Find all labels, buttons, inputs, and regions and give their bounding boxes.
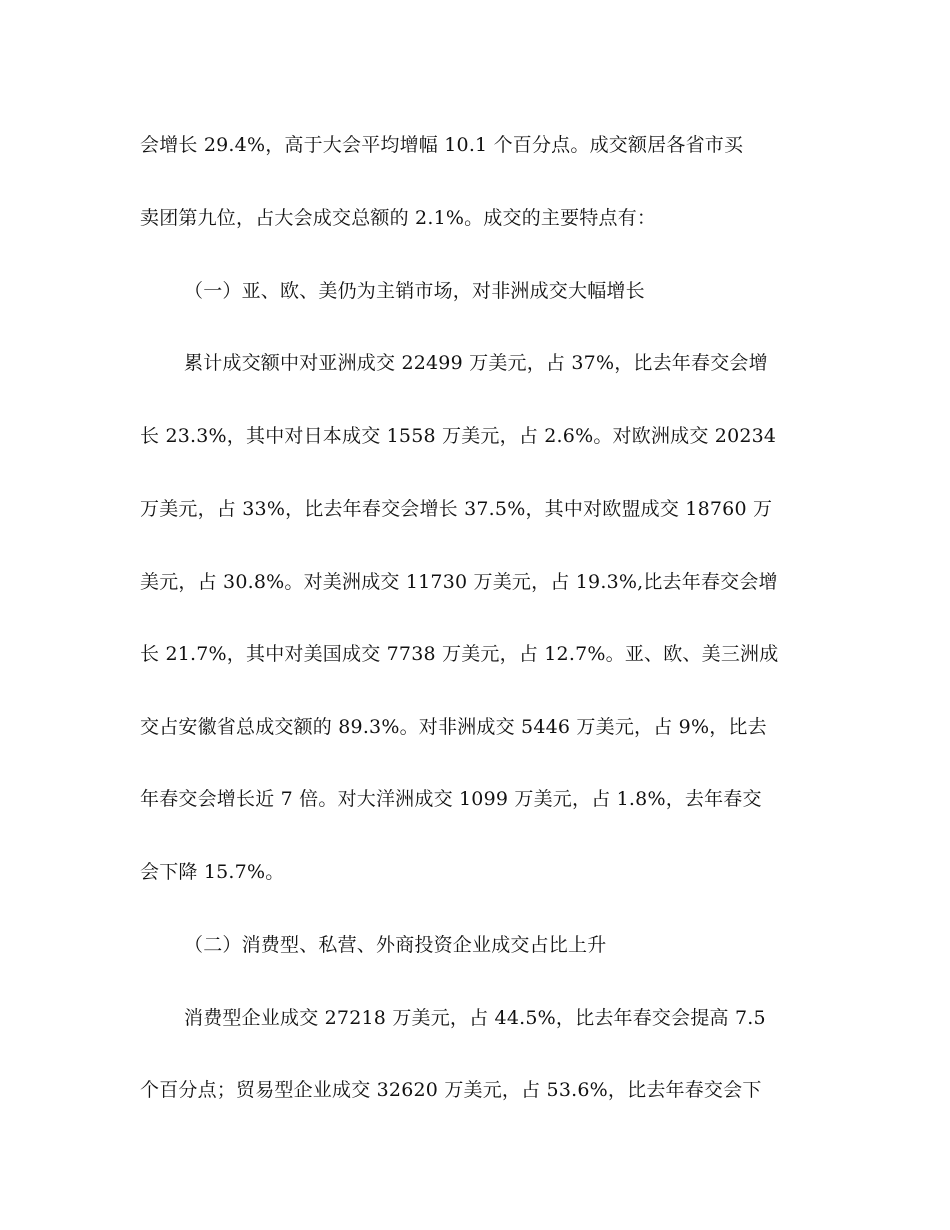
text-line: 长 21.7%，其中对美国成交 7738 万美元，占 12.7%。亚、欧、美三洲成 <box>140 643 779 665</box>
text-line: 美元，占 30.8%。对美洲成交 11730 万美元，占 19.3%,比去年春交会增 <box>140 571 778 593</box>
text-line: 年春交会增长近 7 倍。对大洋洲成交 1099 万美元，占 1.8%，去年春交 <box>140 788 762 810</box>
text-line: 交占安徽省总成交额的 89.3%。对非洲成交 5446 万美元，占 9%，比去 <box>140 716 767 738</box>
text-line: 消费型企业成交 27218 万美元，占 44.5%，比去年春交会提高 7.5 <box>184 1007 766 1029</box>
section-heading: （二）消费型、私营、外商投资企业成交占比上升 <box>184 934 607 956</box>
section-heading: （一）亚、欧、美仍为主销市场，对非洲成交大幅增长 <box>184 280 645 302</box>
text-line: 累计成交额中对亚洲成交 22499 万美元，占 37%，比去年春交会增 <box>184 352 768 374</box>
text-line: 卖团第九位，占大会成交总额的 2.1%。成交的主要特点有： <box>140 207 657 229</box>
text-line: 会增长 29.4%，高于大会平均增幅 10.1 个百分点。成交额居各省市买 <box>140 134 744 156</box>
text-line: 长 23.3%，其中对日本成交 1558 万美元，占 2.6%。对欧洲成交 20234 <box>140 425 777 447</box>
text-line: 万美元，占 33%，比去年春交会增长 37.5%，其中对欧盟成交 18760 万 <box>140 498 773 520</box>
text-line: 会下降 15.7%。 <box>140 861 285 883</box>
text-line: 个百分点；贸易型企业成交 32620 万美元，占 53.6%，比去年春交会下 <box>140 1079 762 1101</box>
